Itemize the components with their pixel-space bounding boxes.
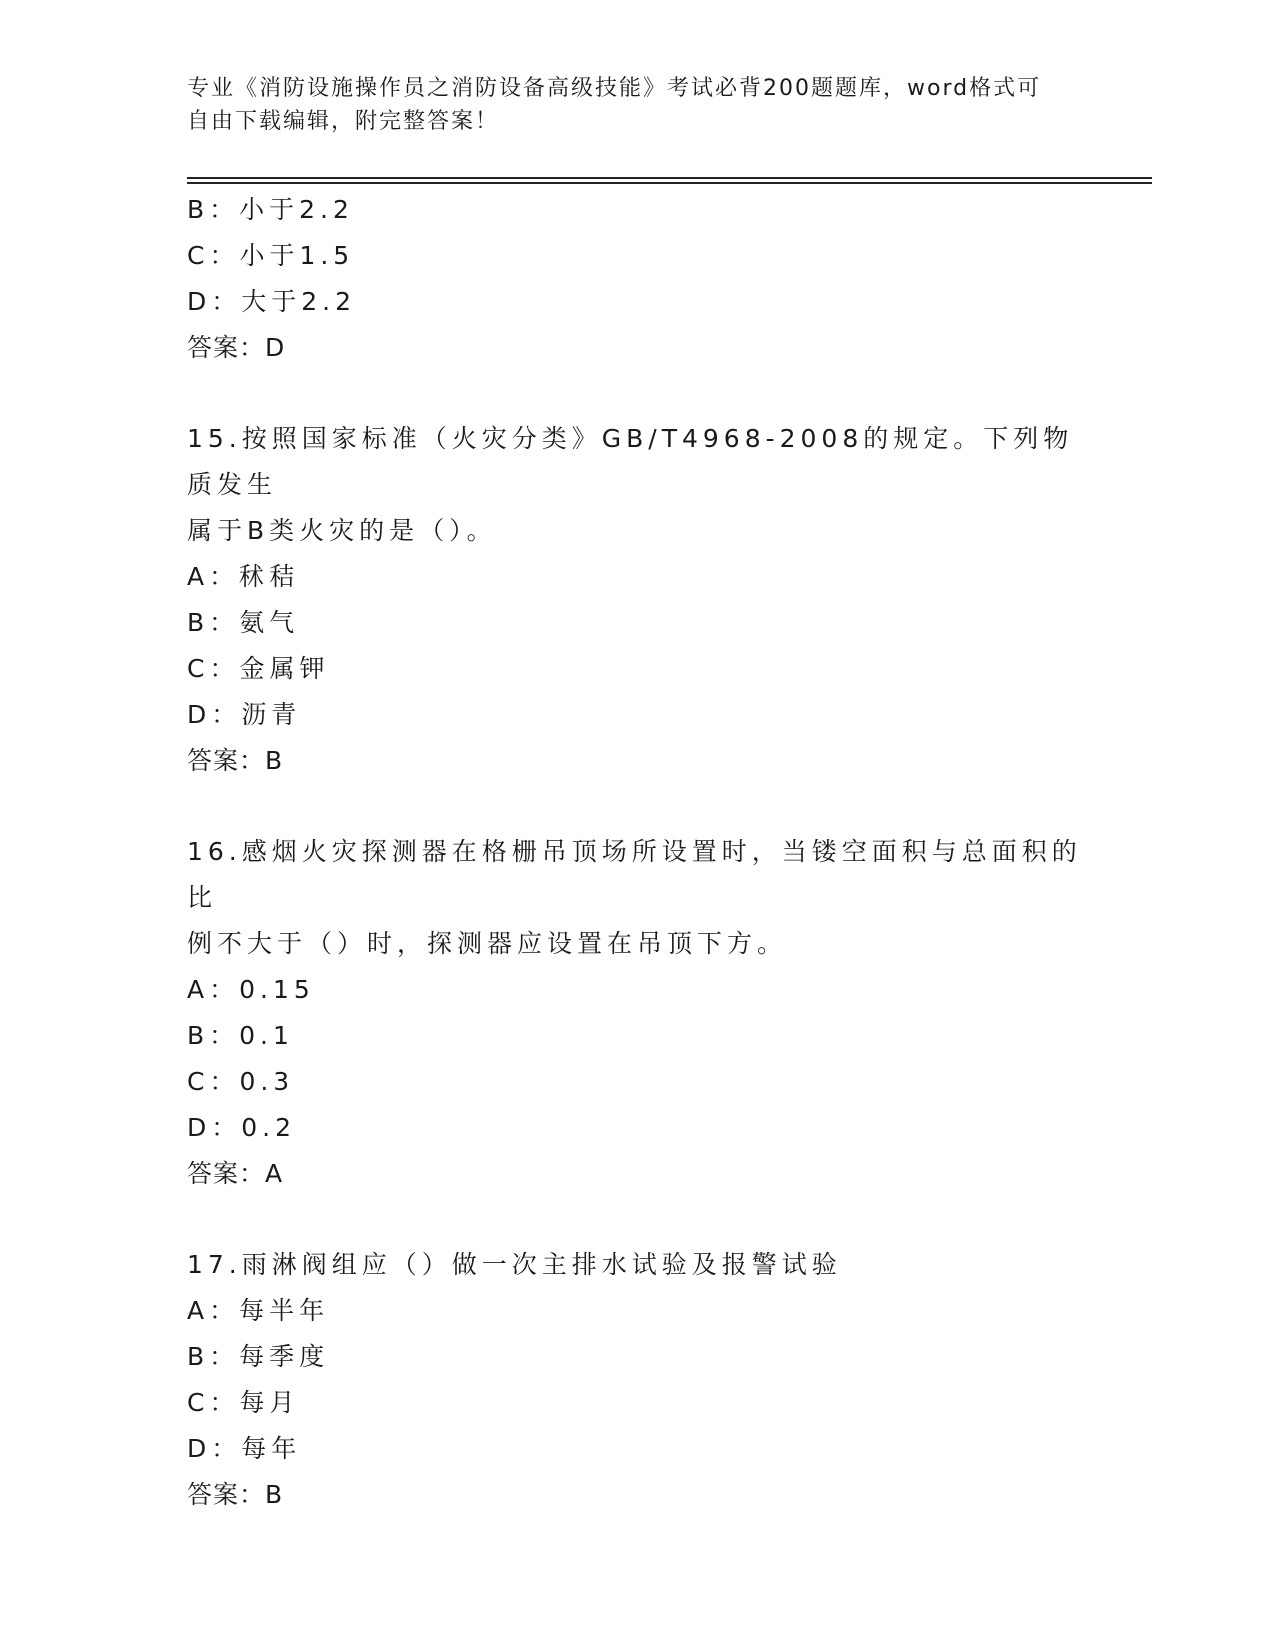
question-16-option-d: D：0.2 xyxy=(187,1113,297,1142)
question-16-line-2: 例不大于（）时，探测器应设置在吊顶下方。 xyxy=(187,929,788,958)
question-16-answer: 答案：A xyxy=(187,1159,284,1188)
option-c: C：小于1.5 xyxy=(187,241,355,270)
question-16-option-a: A：0.15 xyxy=(187,975,315,1004)
question-15-option-a: A：秫秸 xyxy=(187,562,300,591)
question-15-option-d: D：沥青 xyxy=(187,700,302,729)
question-15-text xyxy=(187,416,1087,554)
question-content xyxy=(187,187,1087,1518)
question-17-answer: 答案：B xyxy=(187,1480,284,1509)
question-17-text xyxy=(187,1242,1087,1288)
question-17-line-1: 17.雨淋阀组应（）做一次主排水试验及报警试验 xyxy=(187,1250,842,1279)
question-17-option-c: C：每月 xyxy=(187,1388,300,1417)
question-17-option-a: A：每半年 xyxy=(187,1296,330,1325)
header-line-2: 自由下载编辑，附完整答案！ xyxy=(187,109,500,134)
document-header xyxy=(187,72,1067,138)
question-16-line-1: 16.感烟火灾探测器在格栅吊顶场所设置时，当镂空面积与总面积的比 xyxy=(187,837,1082,912)
option-d: D：大于2.2 xyxy=(187,287,357,316)
header-line-1: 专业《消防设施操作员之消防设备高级技能》考试必背200题题库，word格式可 xyxy=(187,76,1042,101)
question-15-option-c: C：金属钾 xyxy=(187,654,330,683)
header-divider-top xyxy=(187,177,1152,179)
question-17-option-b: B：每季度 xyxy=(187,1342,330,1371)
header-divider-bottom xyxy=(187,182,1152,184)
question-17-option-d: D：每年 xyxy=(187,1434,302,1463)
option-b: B：小于2.2 xyxy=(187,195,354,224)
question-15-answer: 答案：B xyxy=(187,746,284,775)
question-15-option-b: B：氨气 xyxy=(187,608,300,637)
question-15-line-2: 属于B类火灾的是（）。 xyxy=(187,516,497,545)
question-16-text xyxy=(187,829,1087,967)
question-16-option-b: B：0.1 xyxy=(187,1021,294,1050)
question-16-option-c: C：0.3 xyxy=(187,1067,295,1096)
answer-line: 答案：D xyxy=(187,333,286,362)
question-15-line-1: 15.按照国家标准（火灾分类》GB/T4968-2008的规定。下列物质发生 xyxy=(187,424,1074,499)
